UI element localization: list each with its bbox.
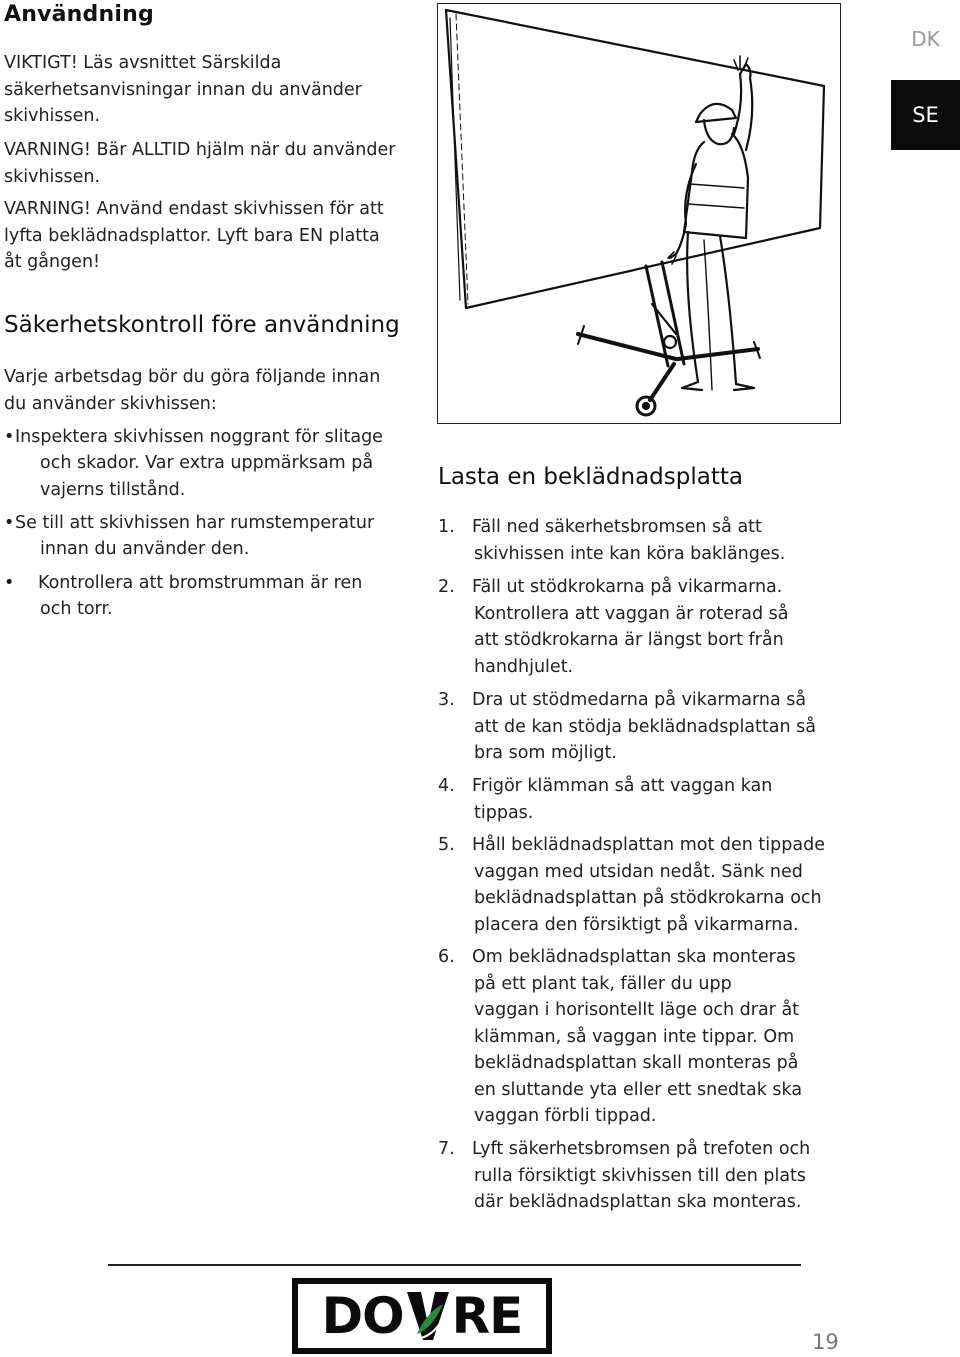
safety-bullet-2-line-1: Se till att skivhissen har rumstemperatur <box>15 513 375 533</box>
step-number: 4. <box>438 776 455 796</box>
drywall-lift-illustration <box>437 3 841 424</box>
usage-paragraph-3: VARNING! Använd endast skivhissen för att lyfta beklädnadsplattor. Lyft bara EN platta åt gången! <box>4 199 384 272</box>
step-2-text: Fäll ut stödkrokarna på vikarmarna. Kontrollera att vaggan är roterad så att stödkrokarna är längst bort från handhjulet. <box>472 577 789 677</box>
bullet-marker: • <box>4 573 15 593</box>
safety-intro: Varje arbetsdag bör du göra följande innan du använder skivhissen: <box>4 367 381 414</box>
logo-text-left: DO <box>321 1287 404 1345</box>
language-tab-se: SE <box>891 80 960 150</box>
safety-heading: Säkerhetskontroll före användning <box>4 312 400 338</box>
page-number: 19 <box>812 1330 839 1354</box>
worker-with-panel-lift-drawing <box>438 4 839 422</box>
language-tab-dk: DK <box>911 27 940 51</box>
step-number: 2. <box>438 577 455 597</box>
loading-heading: Lasta en beklädnadsplatta <box>438 464 743 490</box>
bullet-marker: • <box>4 513 15 533</box>
safety-bullet-1-line-2: och skador. Var extra uppmärksam på <box>40 453 374 473</box>
step-6-text: Om beklädnadsplattan ska monteras på ett plant tak, fäller du upp vaggan i horisontellt läge och drar åt klämman, så vaggan inte tippar. Om beklädnadsplattan skall monteras på en sluttande yta eller ett snedtak ska vaggan förbli tippad. <box>472 947 803 1126</box>
bullet-marker: • <box>4 427 15 447</box>
step-number: 7. <box>438 1139 455 1159</box>
step-number: 3. <box>438 690 455 710</box>
safety-bullet-1-line-1: Inspektera skivhissen noggrant för slitage <box>15 427 383 447</box>
usage-heading: Användning <box>4 2 154 27</box>
step-4-text: Frigör klämman så att vaggan kan tippas. <box>472 776 773 823</box>
step-number: 5. <box>438 835 455 855</box>
step-7-text: Lyft säkerhetsbromsen på trefoten och rulla försiktigt skivhissen till den plats där beklädnadsplattan ska monteras. <box>472 1139 811 1212</box>
usage-paragraph-1: VIKTIGT! Läs avsnittet Särskilda säkerhetsanvisningar innan du använder skivhissen. <box>4 53 362 126</box>
logo-text-right: RE <box>451 1287 523 1345</box>
step-5-text: Håll beklädnadsplattan mot den tippade vaggan med utsidan nedåt. Sänk ned beklädnadsplattan på stödkrokarna och placera den försiktigt på vikarmarna. <box>472 835 825 935</box>
safety-bullet-3-line-2: och torr. <box>40 599 113 619</box>
logo-v-emblem-icon <box>405 1288 451 1344</box>
step-1-text: Fäll ned säkerhetsbromsen så att skivhissen inte kan köra baklänges. <box>472 517 786 564</box>
step-number: 6. <box>438 947 455 967</box>
safety-bullet-3-line-1: Kontrollera att bromstrumman är ren <box>38 573 363 593</box>
step-3-text: Dra ut stödmedarna på vikarmarna så att de kan stödja beklädnadsplattan så bra som möjligt. <box>472 690 816 763</box>
step-number: 1. <box>438 517 455 537</box>
safety-bullet-2-line-2: innan du använder den. <box>40 539 250 559</box>
footer-divider <box>108 1264 801 1266</box>
usage-paragraph-2: VARNING! Bär ALLTID hjälm när du använder skivhissen. <box>4 140 396 187</box>
dovre-logo <box>292 1278 552 1354</box>
safety-bullet-1-line-3: vajerns tillstånd. <box>40 480 186 500</box>
